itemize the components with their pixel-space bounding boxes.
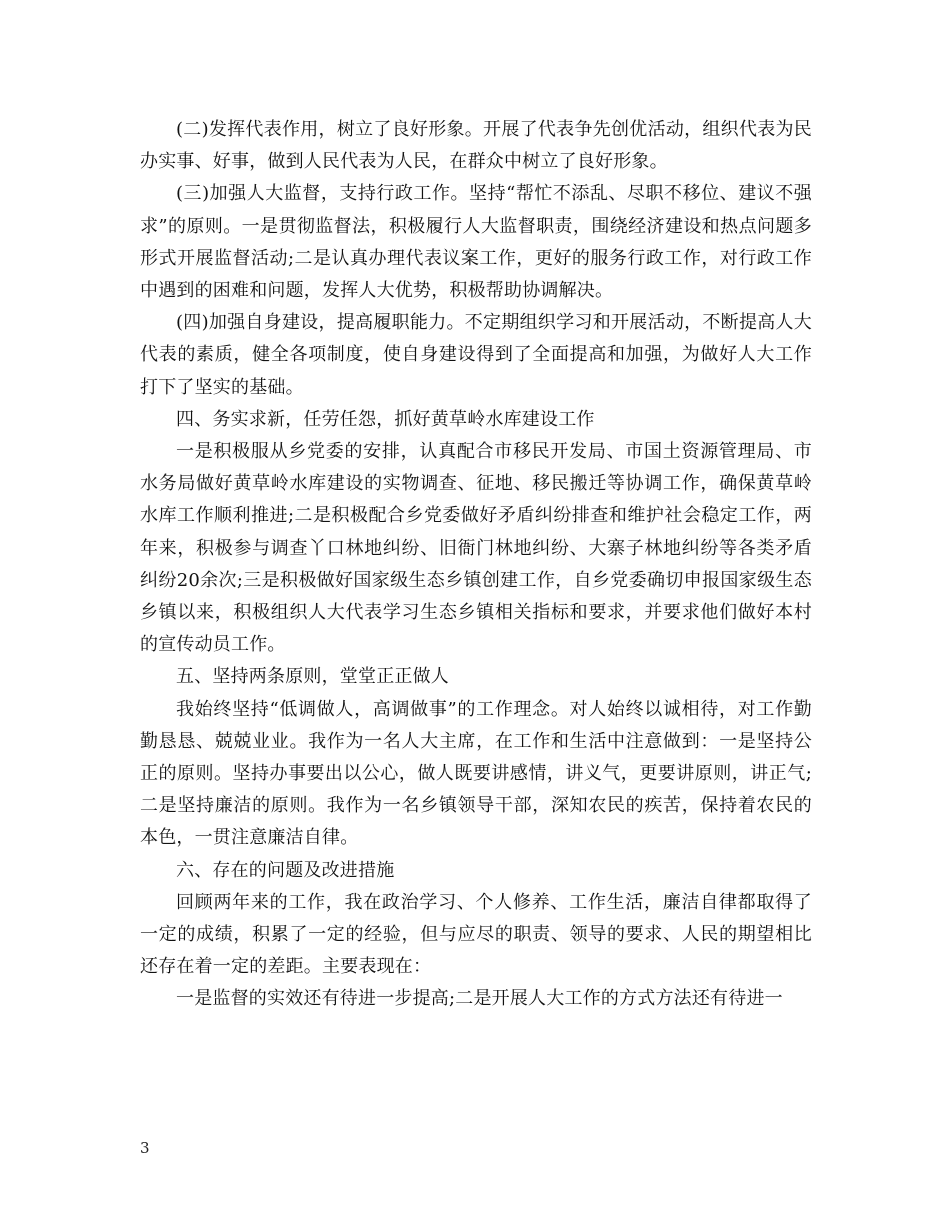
paragraph-supervision: (三)加强人大监督，支持行政工作。坚持“帮忙不添乱、尽职不移位、建议不强求”的原则。一是贯彻监督法，积极履行人大监督职责，围绕经济建设和热点问题多形式开展监督活动;二是认真办理代表议案工作，更好的服务行政工作，对行政工作中遇到的困难和问题，发挥人大优势，积极帮助协调解决。	[140, 183, 812, 302]
section-heading-principles: 五、坚持两条原则，堂堂正正做人	[176, 666, 449, 688]
page-number: 3	[140, 1139, 150, 1157]
paragraph-problems-list: 一是监督的实效还有待进一步提高;二是开展人大工作的方式方法还有待进一	[176, 988, 783, 1010]
paragraph-principles: 我始终坚持“低调做人，高调做事”的工作理念。对人始终以诚相待，对工作勤勤恳恳、兢兢业业。我作为一名人大主席，在工作和生活中注意做到：一是坚持公正的原则。坚持办事要出以公心，做人既要讲感情，讲义气，更要讲原则，讲正气;二是坚持廉洁的原则。我作为一名乡镇领导干部，深知农民的疾苦，保持着农民的本色，一贯注意廉洁自律。	[140, 698, 812, 849]
section-heading-reservoir: 四、务实求新，任劳任怨，抓好黄草岭水库建设工作	[176, 408, 595, 430]
section-heading-problems: 六、存在的问题及改进措施	[176, 859, 395, 881]
paragraph-reservoir-work: 一是积极服从乡党委的安排，认真配合市移民开发局、市国土资源管理局、市水务局做好黄草岭水库建设的实物调查、征地、移民搬迁等协调工作，确保黄草岭水库工作顺利推进;二是积极配合乡党委做好矛盾纠纷排查和维护社会稳定工作，两年来，积极参与调查丫口林地纠纷、旧衙门林地纠纷、大寨子林地纠纷等各类矛盾纠纷20余次;三是积极做好国家级生态乡镇创建工作，自乡党委确切申报国家级生态乡镇以来，积极组织人大代表学习生态乡镇相关指标和要求，并要求他们做好本村的宣传动员工作。	[140, 441, 812, 656]
paragraph-self-building: (四)加强自身建设，提高履职能力。不定期组织学习和开展活动，不断提高人大代表的素质，健全各项制度，使自身建设得到了全面提高和加强，为做好人大工作打下了坚实的基础。	[140, 312, 812, 398]
paragraph-review: 回顾两年来的工作，我在政治学习、个人修养、工作生活，廉洁自律都取得了一定的成绩，积累了一定的经验，但与应尽的职责、领导的要求、人民的期望相比还存在着一定的差距。主要表现在：	[140, 891, 812, 978]
document-body	[140, 114, 812, 1016]
paragraph-representative-role: (二)发挥代表作用，树立了良好形象。开展了代表争先创优活动，组织代表为民办实事、好事，做到人民代表为人民，在群众中树立了良好形象。	[140, 119, 812, 173]
